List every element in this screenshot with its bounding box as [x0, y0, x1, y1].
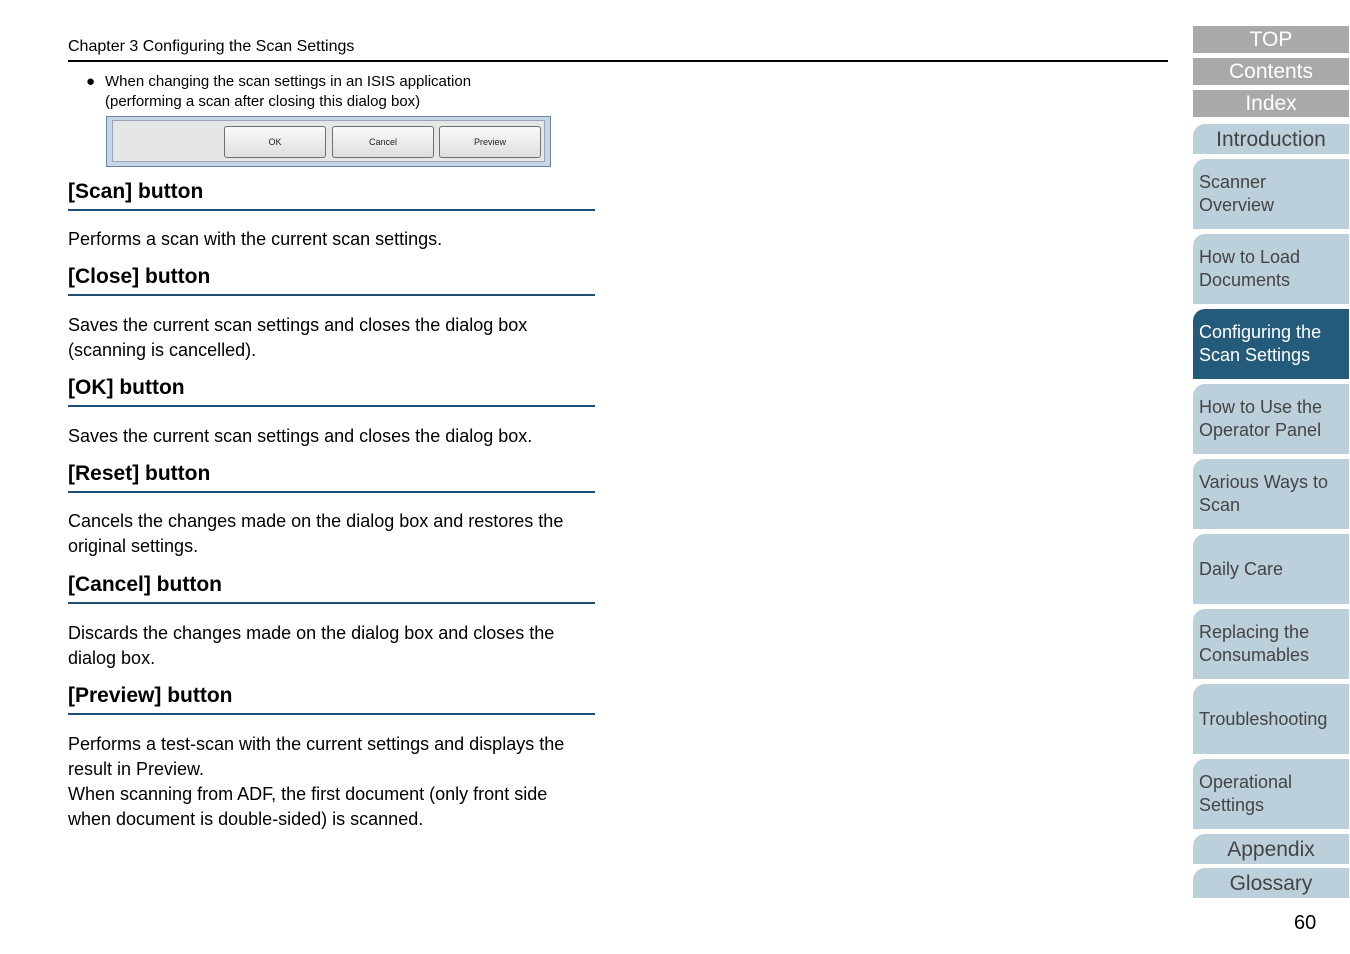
nav-item-configuring-scan-settings[interactable]	[1193, 309, 1349, 379]
section-title-ok: [OK] button	[68, 376, 185, 399]
dialog-button-bar	[112, 120, 545, 162]
nav-label: How to Load	[1199, 247, 1301, 267]
section-body-cancel	[68, 621, 608, 671]
nav-label: Appendix	[1227, 837, 1315, 861]
nav-label: How to Use the	[1199, 397, 1323, 417]
body-line: (scanning is cancelled).	[68, 340, 257, 360]
body-line: Saves the current scan settings and closes the dialog box	[68, 315, 528, 335]
section-divider	[68, 405, 595, 407]
section-divider	[68, 713, 595, 715]
body-line: Cancels the changes made on the dialog box and restores the	[68, 511, 564, 531]
nav-item-various-ways-to-scan[interactable]	[1193, 459, 1349, 529]
bullet-line: (performing a scan after closing this dialog box)	[105, 93, 421, 110]
body-line: When scanning from ADF, the first document (only front side	[68, 784, 548, 804]
nav-label: Overview	[1199, 195, 1275, 215]
nav-appendix[interactable]	[1193, 834, 1349, 864]
nav-label: Configuring the	[1199, 322, 1322, 342]
section-body-scan	[68, 227, 608, 252]
dialog-preview-button: Preview	[439, 126, 541, 158]
nav-label: Operational	[1199, 772, 1293, 792]
body-line: when document is double-sided) is scanned.	[68, 809, 424, 829]
section-title-preview: [Preview] button	[68, 684, 233, 707]
section-divider	[68, 209, 595, 211]
nav-item-how-to-load-documents[interactable]	[1193, 234, 1349, 304]
nav-label: Scan Settings	[1199, 345, 1311, 365]
bullet-text	[105, 72, 575, 112]
bullet-dot-icon: ●	[86, 73, 96, 90]
nav-label: Various Ways to	[1199, 472, 1329, 492]
nav-introduction[interactable]	[1193, 124, 1349, 154]
nav-item-operator-panel[interactable]	[1193, 384, 1349, 454]
nav-label: Introduction	[1216, 127, 1326, 151]
dialog-cancel-button: Cancel	[332, 126, 434, 158]
nav-label: Documents	[1199, 270, 1291, 290]
nav-item-scanner-overview[interactable]	[1193, 159, 1349, 229]
page-number: 60	[1294, 912, 1317, 934]
section-divider	[68, 491, 595, 493]
body-line: Performs a test-scan with the current settings and displays the	[68, 734, 565, 754]
nav-item-daily-care[interactable]	[1193, 534, 1349, 604]
body-line: result in Preview.	[68, 759, 205, 779]
section-title-reset: [Reset] button	[68, 462, 211, 485]
nav-item-operational-settings[interactable]	[1193, 759, 1349, 829]
section-divider	[68, 602, 595, 604]
nav-label: Settings	[1199, 795, 1265, 815]
nav-label: Glossary	[1229, 871, 1313, 895]
section-body-close	[68, 313, 608, 363]
section-body-reset	[68, 509, 608, 559]
section-body-ok	[68, 424, 608, 449]
body-line: Saves the current scan settings and closes the dialog box.	[68, 426, 533, 446]
chapter-header: Chapter 3 Configuring the Scan Settings	[68, 38, 355, 55]
section-body-preview	[68, 732, 608, 832]
dialog-button-screenshot	[106, 116, 551, 167]
body-line: Discards the changes made on the dialog box and closes the	[68, 623, 555, 643]
nav-label: Replacing the	[1199, 622, 1310, 642]
nav-label: Consumables	[1199, 645, 1310, 665]
nav-contents-link[interactable]: Contents	[1193, 58, 1349, 85]
nav-item-troubleshooting[interactable]	[1193, 684, 1349, 754]
nav-label: Scan	[1199, 495, 1241, 515]
section-title-scan: [Scan] button	[68, 180, 204, 203]
nav-index-link[interactable]: Index	[1193, 90, 1349, 117]
header-divider	[68, 60, 1168, 62]
nav-label: Operator Panel	[1199, 420, 1322, 440]
nav-glossary[interactable]	[1193, 868, 1349, 898]
body-line: Performs a scan with the current scan settings.	[68, 229, 443, 249]
nav-label: Scanner	[1199, 172, 1267, 192]
nav-label: Daily Care	[1199, 558, 1284, 579]
nav-item-replacing-consumables[interactable]	[1193, 609, 1349, 679]
dialog-ok-button: OK	[224, 126, 326, 158]
section-divider	[68, 294, 595, 296]
nav-top-link[interactable]: TOP	[1193, 26, 1349, 53]
body-line: original settings.	[68, 536, 199, 556]
section-title-cancel: [Cancel] button	[68, 573, 222, 596]
bullet-line: When changing the scan settings in an ISIS application	[105, 73, 472, 90]
nav-label: Troubleshooting	[1199, 708, 1328, 729]
body-line: dialog box.	[68, 648, 156, 668]
section-title-close: [Close] button	[68, 265, 211, 288]
